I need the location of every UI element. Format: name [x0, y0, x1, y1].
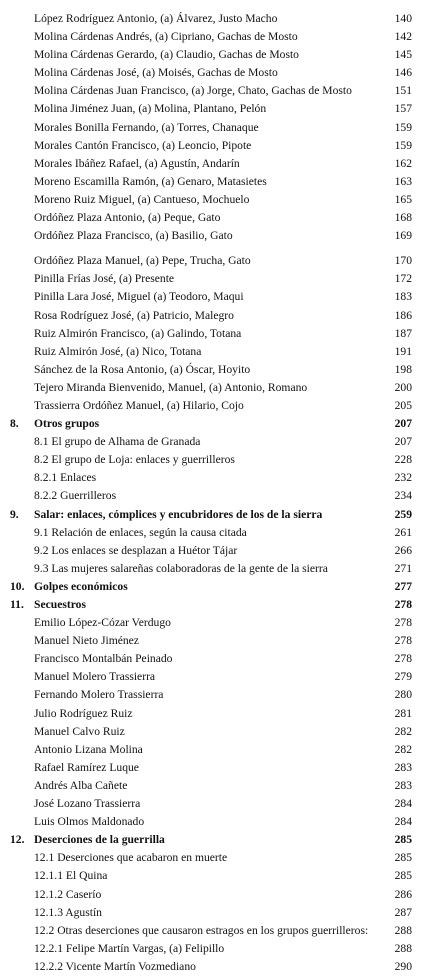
- toc-entry-title: [10, 578, 128, 596]
- toc-entry-title: [34, 632, 139, 650]
- toc-entry: [0, 886, 425, 904]
- toc-entry: [0, 542, 425, 560]
- toc-entry-title: [34, 542, 237, 560]
- toc-entry-text: Secuestros: [34, 598, 86, 611]
- toc-entry-title: [34, 100, 266, 118]
- toc-entry-text: Ordóñez Plaza Manuel, (a) Pepe, Trucha, Gato: [34, 254, 251, 268]
- toc-entry-text: José Lozano Trassierra: [34, 797, 141, 811]
- toc-entry-text: Molina Cárdenas José, (a) Moisés, Gachas de Mosto: [34, 66, 278, 80]
- toc-entry-text: 12.1.1 El Quina: [34, 869, 108, 883]
- toc-entry-text: 9.1 Relación de enlaces, según la causa citada: [34, 525, 247, 539]
- toc-page-number: 159: [394, 138, 412, 152]
- toc-page-number: 157: [394, 102, 412, 116]
- toc-entry: [0, 904, 425, 922]
- toc-entry-text: 9.3 Las mujeres salareñas colaboradoras de la gente de la sierra: [34, 561, 328, 575]
- toc-entry: [0, 252, 425, 270]
- toc-entry-title: [34, 777, 127, 795]
- toc-entry-title: [34, 173, 267, 191]
- toc-page-number: 278: [394, 616, 412, 630]
- toc-entry-text: Pinilla Lara José, Miguel (a) Teodoro, Maqui: [34, 290, 244, 304]
- toc-page-number: 140: [394, 12, 412, 25]
- toc-entry: [0, 361, 425, 379]
- toc-entry-title: [34, 28, 298, 46]
- toc-page-number: 145: [394, 48, 412, 62]
- toc-entry-title: [34, 137, 251, 155]
- toc-page-number: 159: [394, 120, 412, 134]
- toc-entry-text: Luis Olmos Maldonado: [34, 815, 145, 829]
- toc-entry-text: Ordóñez Plaza Antonio, (a) Peque, Gato: [34, 211, 221, 225]
- toc-entry-title: [34, 560, 328, 578]
- toc-entry-title: [34, 325, 241, 343]
- toc-entry-title: [34, 849, 227, 867]
- toc-chapter-number: 12.: [10, 833, 25, 847]
- toc-entry-text: 8.2.1 Enlaces: [34, 471, 97, 485]
- toc-entry-title: [34, 270, 174, 288]
- toc-entry-title: [34, 451, 235, 469]
- toc-entry: [0, 723, 425, 741]
- toc-page-number: 187: [394, 326, 412, 340]
- toc-page-number: 172: [394, 272, 412, 286]
- toc-entry-title: [34, 886, 101, 904]
- toc-page-number: 284: [394, 797, 412, 811]
- toc-page-number: 165: [394, 192, 412, 206]
- toc-entry-title: [34, 723, 125, 741]
- toc-entry-title: [34, 650, 172, 668]
- toc-entry: [0, 705, 425, 723]
- toc-entry: [0, 379, 425, 397]
- toc-entry-text: 8.2.2 Guerrilleros: [34, 489, 117, 503]
- toc-entry-text: Manuel Molero Trassierra: [34, 670, 156, 684]
- toc-chapter-number: 9.: [10, 507, 19, 521]
- toc-entry-text: Tejero Miranda Bienvenido, Manuel, (a) Antonio, Romano: [34, 380, 308, 394]
- toc-page-number: 287: [394, 905, 412, 919]
- toc-entry-text: Salar: enlaces, cómplices y encubridores de los de la sierra: [34, 507, 323, 521]
- toc-entry-title: [34, 487, 116, 505]
- toc-entry-text: Morales Ibáñez Rafael, (a) Agustín, Andarín: [34, 156, 240, 170]
- toc-page-number: 280: [394, 688, 412, 702]
- toc-chapter-entry: [0, 596, 425, 614]
- toc-page-number: 266: [394, 543, 412, 557]
- toc-page-number: 205: [394, 398, 412, 412]
- toc-page-number: 277: [394, 579, 412, 593]
- toc-chapter-entry: [0, 506, 425, 524]
- toc-entry-title: [34, 288, 244, 306]
- toc-page-number: 283: [394, 778, 412, 792]
- toc-entry-title: [10, 831, 165, 849]
- toc-entry-title: [34, 795, 140, 813]
- toc-entry-text: Molina Jiménez Juan, (a) Molina, Plantano, Pelón: [34, 102, 267, 116]
- toc-entry-title: [34, 922, 368, 940]
- toc-entry: [0, 759, 425, 777]
- toc-entry: [0, 813, 425, 831]
- toc-entry-title: [34, 759, 139, 777]
- toc-page-number: 162: [394, 156, 412, 170]
- toc-page-number: 281: [394, 706, 412, 720]
- toc-entry-title: [10, 415, 99, 433]
- toc-entry: [0, 795, 425, 813]
- toc-entry-text: Sánchez de la Rosa Antonio, (a) Óscar, Hoyito: [34, 362, 251, 376]
- toc-page-number: 234: [394, 489, 412, 503]
- toc-page-number: 228: [394, 453, 412, 467]
- toc-entry-text: 12.2.1 Felipe Martín Vargas, (a) Felipillo: [34, 941, 225, 955]
- toc-entry-text: Molina Cárdenas Andrés, (a) Cipriano, Gachas de Mosto: [34, 30, 298, 44]
- toc-page-number: 200: [394, 380, 412, 394]
- toc-page-number: 288: [394, 923, 412, 937]
- toc-entry-title: [34, 813, 144, 831]
- toc-page-number: 168: [394, 211, 412, 225]
- toc-entry-text: Deserciones de la guerrilla: [34, 833, 165, 847]
- toc-entry-title: [34, 524, 247, 542]
- toc-page-number: 288: [394, 941, 412, 955]
- toc-entry: [0, 849, 425, 867]
- toc-entry: [0, 28, 425, 46]
- toc-page-number: 285: [394, 851, 412, 865]
- toc-entry: [0, 524, 425, 542]
- toc-page-number: 282: [394, 724, 412, 738]
- toc-page-number: 285: [394, 833, 412, 847]
- toc-page-number: 169: [394, 229, 412, 243]
- toc-entry-title: [10, 596, 86, 614]
- toc-entry: [0, 560, 425, 578]
- toc-entry-text: 8.2 El grupo de Loja: enlaces y guerrilleros: [34, 453, 235, 467]
- toc-page-number: 163: [394, 174, 412, 188]
- toc-entry-title: [10, 506, 322, 524]
- toc-entry-title: [34, 64, 278, 82]
- section-spacer: [0, 245, 425, 252]
- toc-entry-title: [34, 82, 352, 100]
- toc-entry-text: Moreno Ruiz Miguel, (a) Cantueso, Mochuelo: [34, 192, 250, 206]
- toc-entry: [0, 343, 425, 361]
- toc-page-number: 207: [394, 435, 412, 449]
- toc-entry-text: Francisco Montalbán Peinado: [34, 652, 173, 666]
- toc-entry-text: Antonio Lizana Molina: [34, 742, 143, 756]
- toc-entry: [0, 173, 425, 191]
- toc-entry-title: [34, 433, 200, 451]
- toc-page-number: 279: [394, 670, 412, 684]
- toc-entry-text: Ruiz Almirón Francisco, (a) Galindo, Totana: [34, 326, 242, 340]
- toc-chapter-number: 10.: [10, 579, 25, 593]
- toc-page-number: 284: [394, 815, 412, 829]
- toc-page-number: 282: [394, 742, 412, 756]
- toc-entry: [0, 632, 425, 650]
- toc-entry: [0, 958, 425, 976]
- toc-chapter-number: 11.: [10, 598, 24, 611]
- toc-page-number: 271: [394, 561, 412, 575]
- toc-entry-text: Moreno Escamilla Ramón, (a) Genaro, Matasietes: [34, 174, 267, 188]
- toc-entry: [0, 227, 425, 245]
- toc-entry-title: [34, 119, 259, 137]
- toc-entry-title: [34, 940, 224, 958]
- toc-entry-text: 12.1.2 Caserío: [34, 887, 102, 901]
- toc-entry: [0, 777, 425, 795]
- toc-page-number: 261: [394, 525, 412, 539]
- toc-entry: [0, 64, 425, 82]
- toc-entry: [0, 46, 425, 64]
- toc-entry-title: [34, 904, 102, 922]
- toc-entry: [0, 288, 425, 306]
- toc-entry-title: [34, 614, 171, 632]
- toc-entry-text: Ordóñez Plaza Francisco, (a) Basilio, Gato: [34, 229, 233, 243]
- toc-entry-text: López Rodríguez Antonio, (a) Álvarez, Justo Macho: [34, 12, 278, 25]
- toc-entry: [0, 686, 425, 704]
- toc-entry-title: [34, 227, 233, 245]
- toc-page-number: 191: [394, 344, 412, 358]
- toc-page-number: 259: [394, 507, 412, 521]
- toc-chapter-entry: [0, 415, 425, 433]
- toc-entry: [0, 940, 425, 958]
- toc-page-number: 183: [394, 290, 412, 304]
- toc-entry-text: Rafael Ramírez Luque: [34, 760, 139, 774]
- toc-entry: [0, 10, 425, 28]
- toc-page-number: 198: [394, 362, 412, 376]
- toc-chapter-entry: [0, 578, 425, 596]
- toc-entry: [0, 155, 425, 173]
- toc-page-number: 278: [394, 598, 412, 611]
- toc-entry: [0, 209, 425, 227]
- toc-entry-text: 12.1 Deserciones que acabaron en muerte: [34, 851, 228, 865]
- toc-entry: [0, 119, 425, 137]
- toc-entry-title: [34, 209, 220, 227]
- toc-entry: [0, 270, 425, 288]
- toc-entry-title: [34, 958, 196, 976]
- toc-entry-title: [34, 469, 96, 487]
- toc-page-number: 286: [394, 887, 412, 901]
- toc-entry-title: [34, 46, 299, 64]
- toc-entry: [0, 469, 425, 487]
- toc-entry-text: Morales Bonilla Fernando, (a) Torres, Chanaque: [34, 120, 259, 134]
- toc-entry-text: 9.2 Los enlaces se desplazan a Huétor Tájar: [34, 543, 238, 557]
- toc-entry-title: [34, 686, 163, 704]
- toc-entry-text: Otros grupos: [34, 417, 100, 431]
- toc-entry: [0, 451, 425, 469]
- toc-entry: [0, 307, 425, 325]
- toc-entry-title: [34, 307, 234, 325]
- table-of-contents: [0, 10, 425, 976]
- toc-entry: [0, 82, 425, 100]
- toc-page-number: 232: [394, 471, 412, 485]
- toc-entry: [0, 614, 425, 632]
- toc-entry-text: Andrés Alba Cañete: [34, 778, 128, 792]
- toc-entry: [0, 325, 425, 343]
- toc-entry: [0, 867, 425, 885]
- toc-entry-text: Molina Cárdenas Juan Francisco, (a) Jorge, Chato, Gachas de Mosto: [34, 84, 352, 98]
- toc-entry-title: [34, 741, 143, 759]
- toc-page-number: 170: [394, 254, 412, 268]
- toc-page-number: 142: [394, 30, 412, 44]
- toc-entry-text: 8.1 El grupo de Alhama de Granada: [34, 435, 201, 449]
- toc-entry-title: [34, 867, 107, 885]
- toc-page-number: 278: [394, 652, 412, 666]
- toc-entry: [0, 741, 425, 759]
- toc-entry-text: Manuel Nieto Jiménez: [34, 634, 139, 648]
- toc-entry-text: Julio Rodríguez Ruiz: [34, 706, 133, 720]
- toc-entry-title: [34, 10, 277, 28]
- toc-entry-title: [34, 155, 240, 173]
- toc-entry: [0, 191, 425, 209]
- toc-entry: [0, 650, 425, 668]
- toc-entry-text: Ruiz Almirón José, (a) Nico, Totana: [34, 344, 202, 358]
- toc-entry: [0, 100, 425, 118]
- toc-entry-text: Trassierra Ordóñez Manuel, (a) Hilario, Cojo: [34, 398, 244, 412]
- toc-entry-title: [34, 343, 201, 361]
- toc-entry-text: 12.2.2 Vicente Martín Vozmediano: [34, 959, 196, 973]
- toc-page-number: 186: [394, 308, 412, 322]
- toc-entry-text: 12.1.3 Agustín: [34, 905, 102, 919]
- toc-page-number: 285: [394, 869, 412, 883]
- toc-entry-text: Morales Cantón Francisco, (a) Leoncio, Pipote: [34, 138, 252, 152]
- toc-entry-title: [34, 191, 249, 209]
- toc-page-number: 146: [394, 66, 412, 80]
- toc-entry-text: Fernando Molero Trassierra: [34, 688, 164, 702]
- toc-entry-title: [34, 705, 133, 723]
- toc-entry: [0, 137, 425, 155]
- toc-entry-title: [34, 379, 307, 397]
- toc-entry: [0, 487, 425, 505]
- toc-entry: [0, 668, 425, 686]
- toc-page-number: 151: [394, 84, 412, 98]
- toc-entry-text: Golpes económicos: [34, 579, 128, 593]
- toc-entry-text: Manuel Calvo Ruiz: [34, 724, 125, 738]
- toc-page-number: 278: [394, 634, 412, 648]
- toc-entry-text: Molina Cárdenas Gerardo, (a) Claudio, Gachas de Mosto: [34, 48, 299, 62]
- toc-chapter-number: 8.: [10, 417, 19, 431]
- toc-entry-text: 12.2 Otras deserciones que causaron estragos en los grupos guerrilleros:: [34, 923, 369, 937]
- toc-entry-title: [34, 361, 250, 379]
- toc-entry: [0, 397, 425, 415]
- toc-entry-text: Pinilla Frías José, (a) Presente: [34, 272, 175, 286]
- toc-page-number: 290: [394, 959, 412, 973]
- toc-entry: [0, 922, 425, 940]
- toc-page-number: 283: [394, 760, 412, 774]
- toc-chapter-entry: [0, 831, 425, 849]
- toc-entry-title: [34, 252, 251, 270]
- toc-entry-text: Rosa Rodríguez José, (a) Patricio, Malegro: [34, 308, 234, 322]
- toc-entry-text: Emilio López-Cózar Verdugo: [34, 616, 171, 630]
- toc-entry: [0, 433, 425, 451]
- toc-entry-title: [34, 397, 244, 415]
- toc-page-number: 207: [394, 417, 412, 431]
- toc-entry-title: [34, 668, 155, 686]
